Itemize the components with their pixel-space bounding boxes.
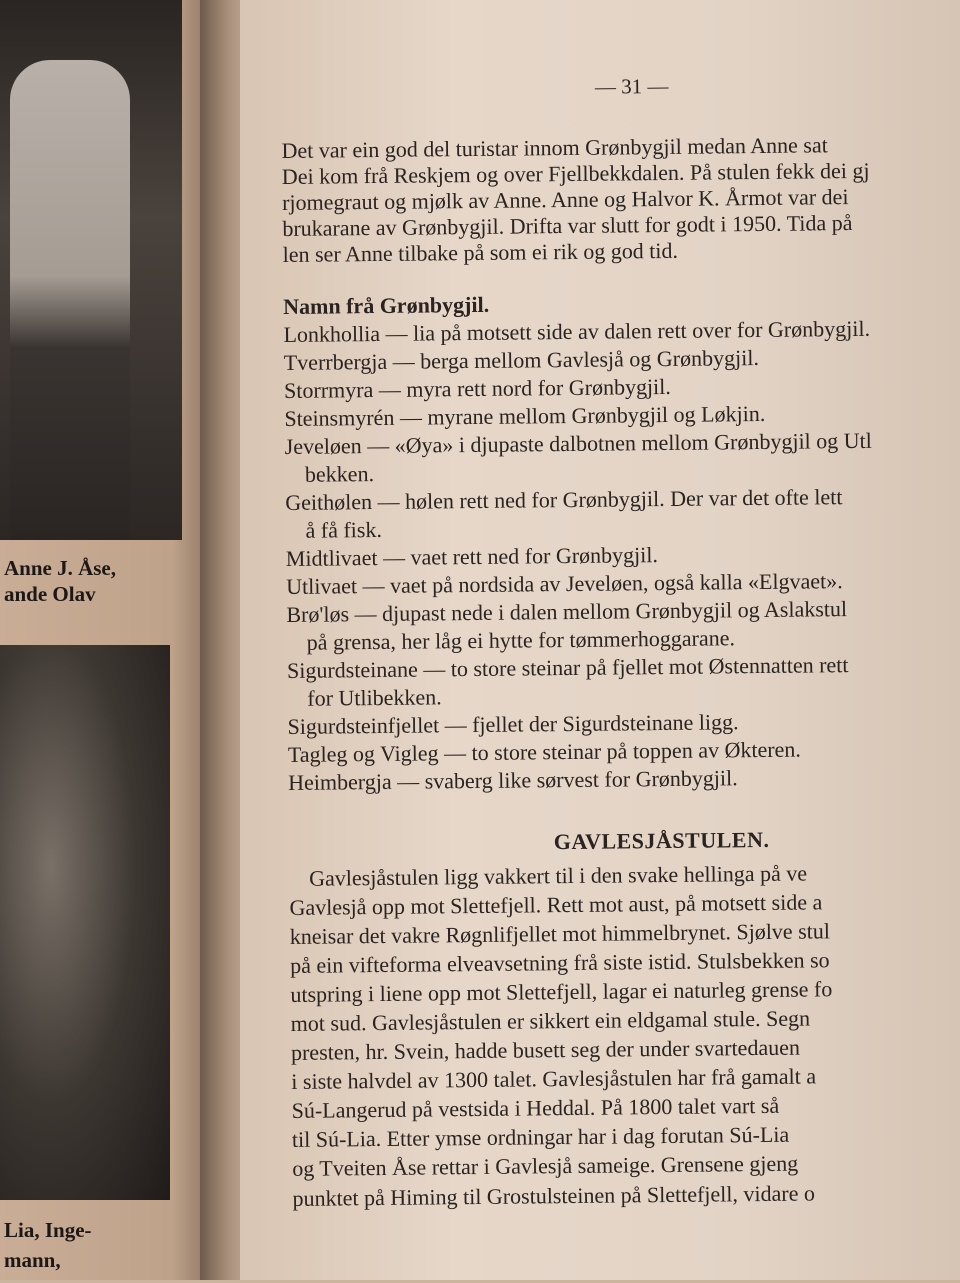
intro-line: rjomegraut og mjølk av Anne. Anne og Halvor K. Årmot var dei: [281, 184, 849, 215]
body-line: presten, hr. Svein, hadde busett seg der under svartedauen: [290, 1034, 801, 1065]
section-title: GAVLESJÅSTULEN.: [553, 826, 770, 855]
photo-caption: mann,: [4, 1248, 61, 1272]
body-line: Sú-Langerud på vestsida i Heddal. På 1800 talet vart så: [291, 1092, 780, 1123]
name-entry: Heimbergja — svaberg like sørvest for Grønbygjil.: [288, 765, 738, 795]
body-line: på ein vifteforma elveavsetning frå siste istid. Stulsbekken so: [289, 947, 830, 978]
name-entry-cont: for Utlibekken.: [307, 684, 442, 711]
intro-line: Det var ein god del turistar innom Grønbygjil medan Anne sat: [281, 132, 828, 163]
name-entry-cont: på grensa, her låg ei hytte for tømmerhoggarane.: [306, 625, 736, 655]
body-line: i siste halvdel av 1300 talet. Gavlesjåstulen har frå gamalt a: [291, 1063, 817, 1094]
photo-caption: Lia, Inge-: [4, 1218, 92, 1242]
intro-line: len ser Anne tilbake på som ei rik og god tid.: [282, 237, 679, 267]
intro-line: brukarane av Grønbygjil. Drifta var slutt for godt i 1950. Tida på: [282, 210, 853, 241]
body-line: mot sud. Gavlesjåstulen er sikkert ein eldgamal stule. Segn: [290, 1005, 811, 1036]
page-number: — 31 —: [594, 73, 669, 99]
body-line: utspring i liene opp mot Slettefjell, lagar ei naturleg grense fo: [290, 976, 833, 1007]
body-line: Gavlesjåstulen ligg vakkert til i den svake hellinga på ve: [309, 860, 808, 891]
intro-line: Dei kom frå Reskjem og over Fjellbekkdalen. På stulen fekk dei gj: [281, 157, 870, 189]
body-line: og Tveiten Åse rettar i Gavlesjå sameige. Grensene gjeng: [292, 1150, 799, 1181]
name-entry: Sigurdsteinane — to store steinar på fjellet mot Østennatten rett: [286, 652, 849, 683]
names-heading: Namn frå Grønbygjil.: [283, 291, 490, 319]
name-entry: Steinsmyrén — myrane mellom Grønbygjil og Løkjin.: [284, 400, 766, 431]
photo-caption: ande Olav: [4, 582, 96, 606]
name-entry: Storrmyra — myra rett nord for Grønbygjil.: [283, 373, 671, 403]
name-entry: Tagleg og Vigleg — to store steinar på toppen av Økteren.: [287, 736, 801, 767]
body-line: punktet på Himing til Grostulsteinen på Slettefjell, vidare o: [292, 1180, 816, 1211]
name-entry-cont: bekken.: [304, 461, 375, 487]
name-entry: Tverrbergja — berga mellom Gavlesjå og Grønbygjil.: [283, 345, 760, 375]
name-entry: Sigurdsteinfjellet — fjellet der Sigurdsteinane ligg.: [287, 709, 739, 739]
name-entry: Jeveløen — «Øya» i djupaste dalbotnen mellom Grønbygjil og Utl: [284, 427, 872, 459]
body-line: Gavlesjå opp mot Slettefjell. Rett mot aust, på motsett side a: [289, 889, 823, 920]
body-line: til Sú-Lia. Etter ymse ordningar har i dag forutan Sú-Lia: [291, 1121, 790, 1152]
name-entry: Geithølen — hølen rett ned for Grønbygjil. Der var det ofte lett: [285, 484, 843, 515]
name-entry: Utlivaet — vaet på nordsida av Jeveløen, også kalla «Elgvaet».: [286, 568, 843, 599]
name-entry: Brø'løs — djupast nede i dalen mellom Grønbygjil og Aslakstul: [286, 596, 848, 627]
name-entry-cont: å få fisk.: [305, 516, 383, 543]
name-entry: Lonkhollia — lia på motsett side av dalen rett over for Grønbygjil.: [283, 315, 871, 347]
name-entry: Midtlivaet — vaet rett ned for Grønbygjil.: [285, 542, 659, 571]
photo-caption: Anne J. Åse,: [4, 556, 117, 580]
body-line: kneisar det vakre Røgnlifjellet mot himmelbrynet. Sjølve stul: [289, 918, 831, 949]
